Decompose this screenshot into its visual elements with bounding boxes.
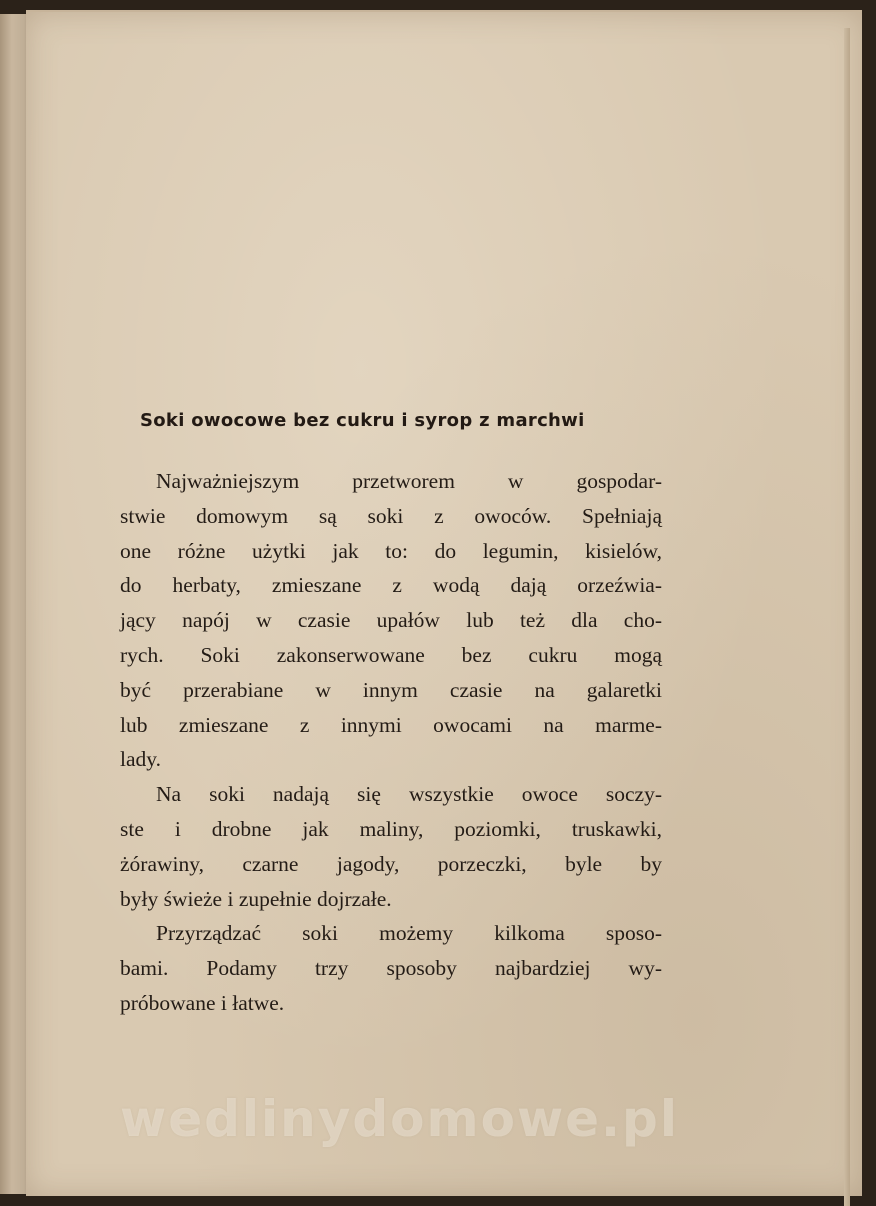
text-line: ste i drobne jak maliny, poziomki, truskawki, <box>120 816 662 841</box>
text-line: były świeże i zupełnie dojrzałe. <box>120 886 392 911</box>
paragraph-3 <box>120 916 662 1020</box>
text-line: Przyrządzać soki możemy kilkoma sposo- <box>156 921 662 946</box>
body-text <box>120 464 662 1021</box>
text-line: stwie domowym są soki z owoców. Spełniają <box>120 503 662 528</box>
section-heading: Soki owocowe bez cukru i syrop z marchwi <box>140 410 585 431</box>
text-line: bami. Podamy trzy sposoby najbardziej wy- <box>120 956 662 981</box>
paragraph-1 <box>120 464 662 777</box>
text-line: lub zmieszane z innymi owocami na marme- <box>120 712 662 737</box>
text-line: do herbaty, zmieszane z wodą dają orzeźwia- <box>120 573 662 598</box>
text-line: rych. Soki zakonserwowane bez cukru mogą <box>120 642 662 667</box>
text-line: próbowane i łatwe. <box>120 990 285 1015</box>
text-line: jący napój w czasie upałów lub też dla cho- <box>120 608 662 633</box>
text-line: być przerabiane w innym czasie na galaretki <box>120 677 662 702</box>
watermark: wedlinydomowe.pl <box>120 1090 679 1148</box>
text-line: lady. <box>120 747 161 772</box>
text-line: one różne użytki jak to: do legumin, kisielów, <box>120 538 662 563</box>
text-line: Najważniejszym przetworem w gospodar- <box>156 469 662 493</box>
page-edge <box>844 28 850 1206</box>
text-line: Na soki nadają się wszystkie owoce soczy- <box>156 782 662 807</box>
text-line: żórawiny, czarne jagody, porzeczki, byle by <box>120 851 662 876</box>
paragraph-2 <box>120 777 662 916</box>
